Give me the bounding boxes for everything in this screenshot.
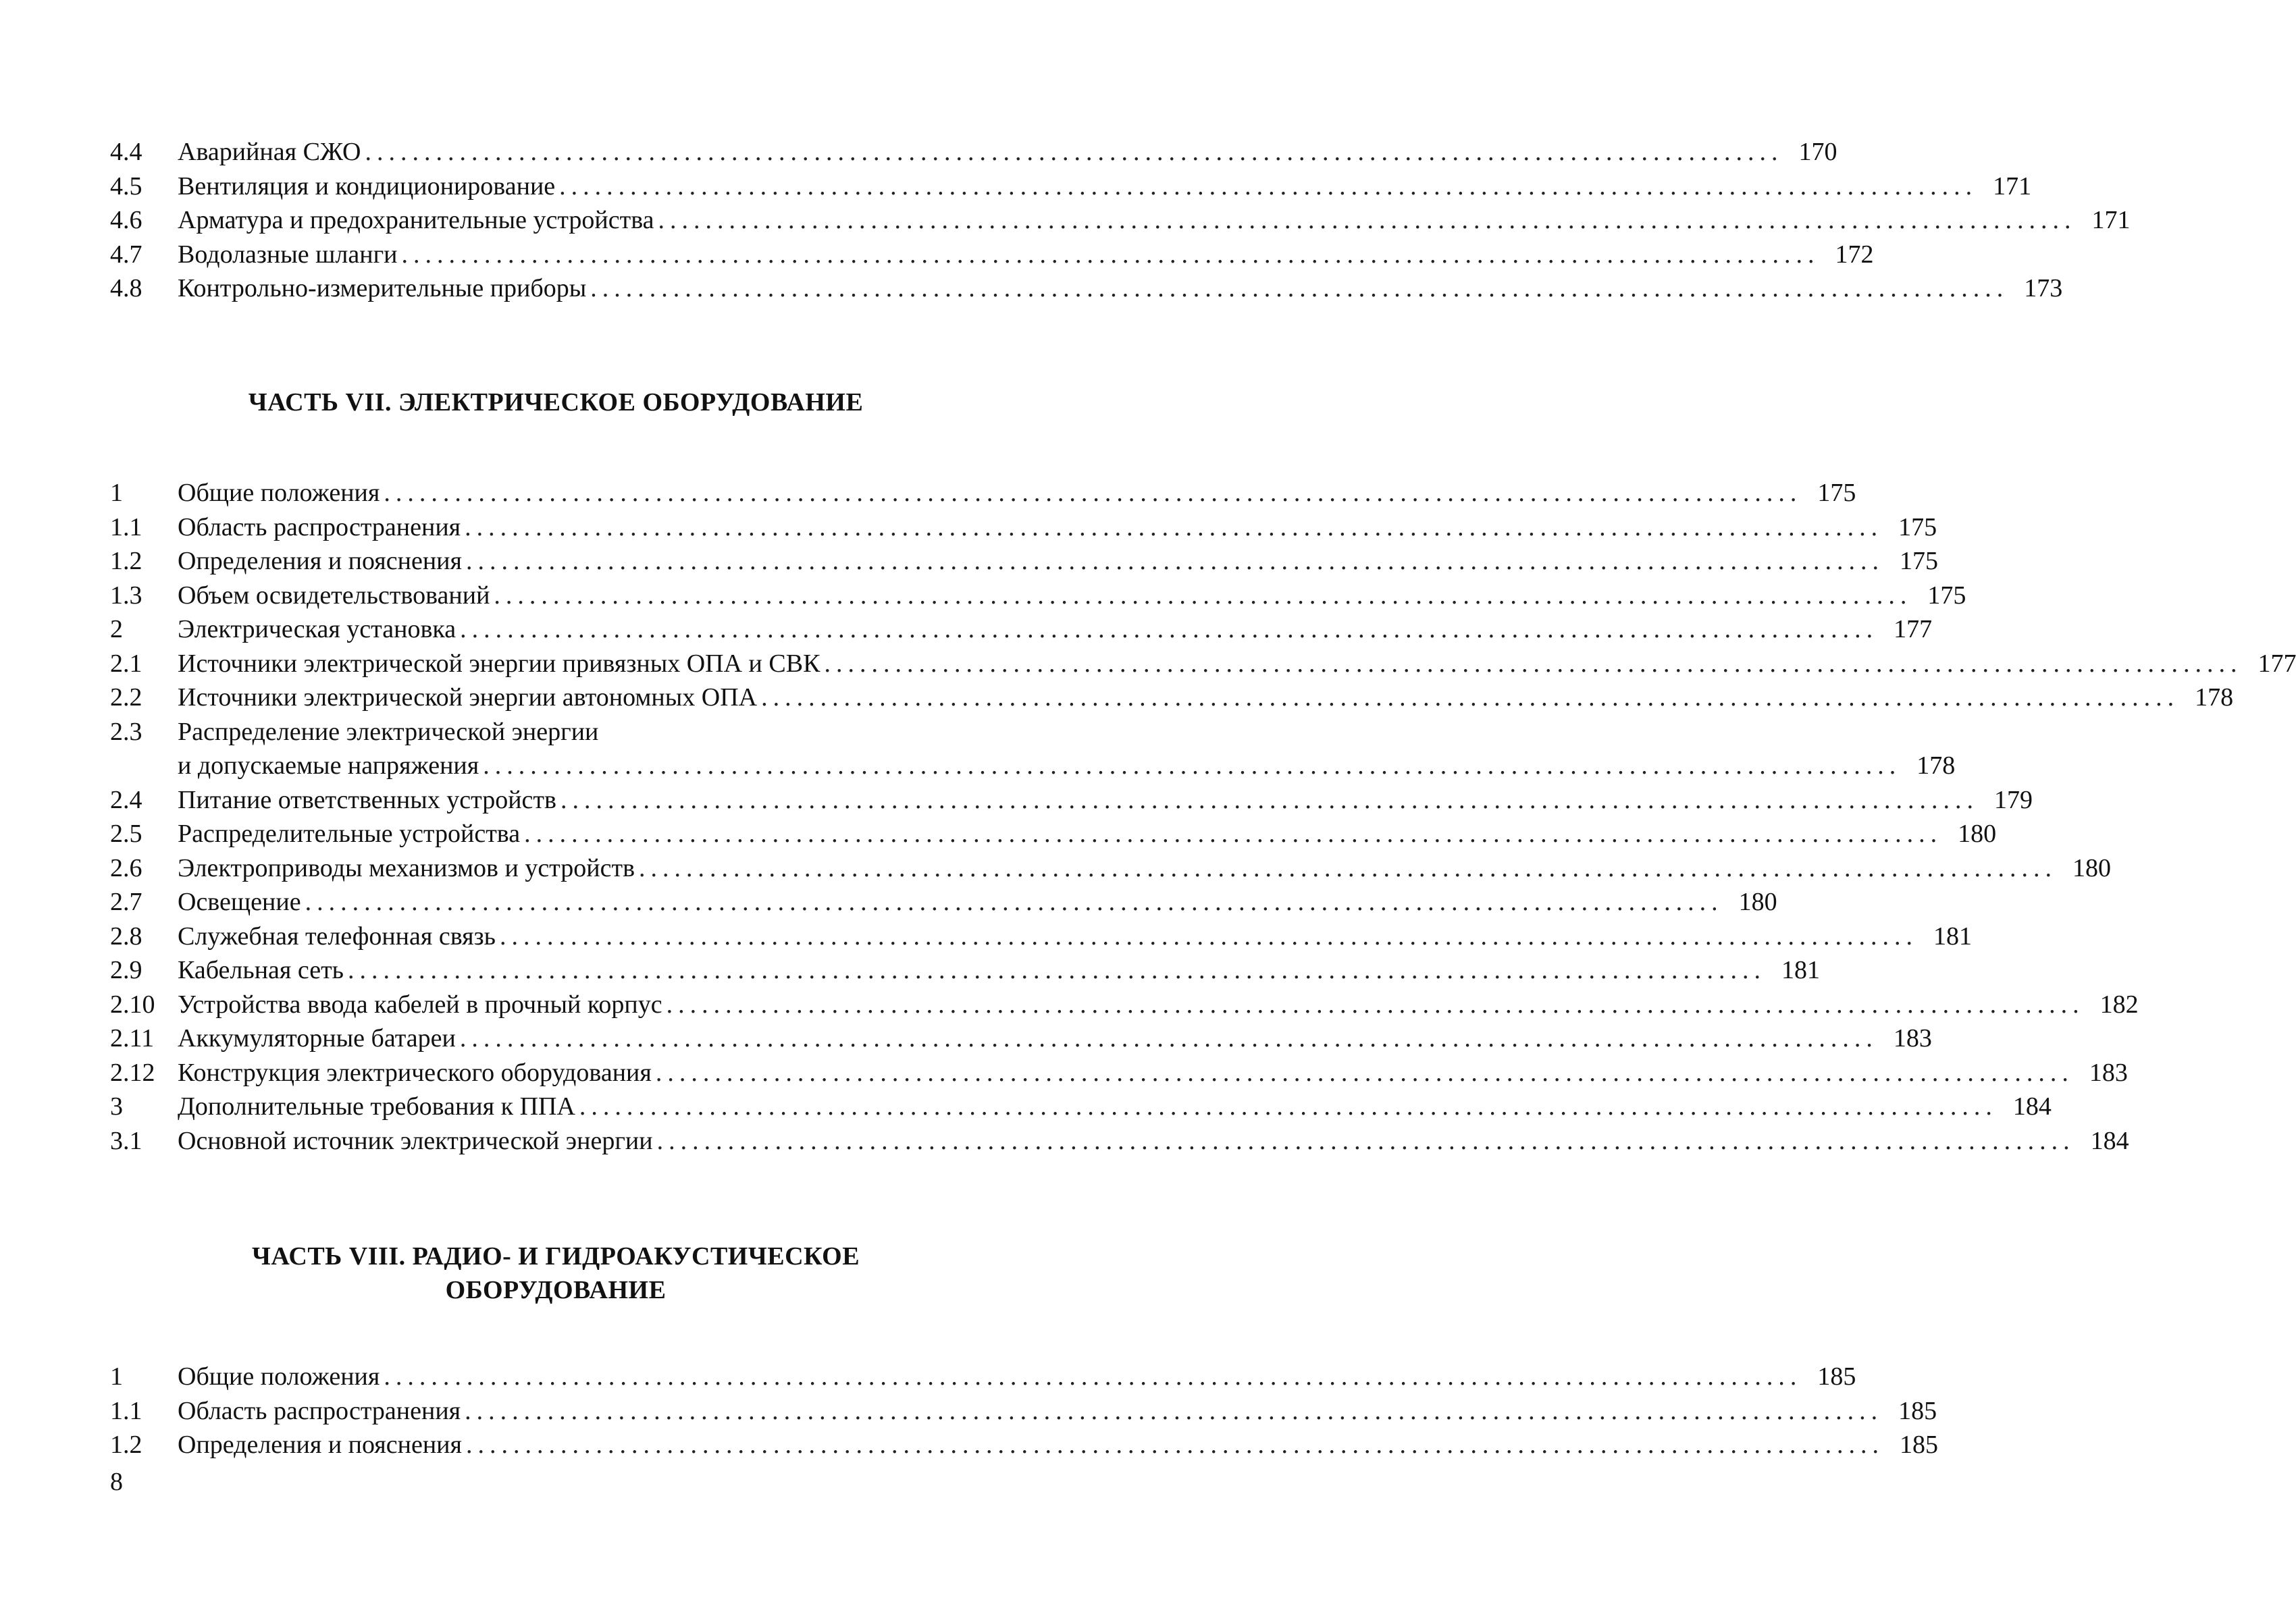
toc-entry-body <box>178 647 2296 681</box>
toc-dot-leader: ........................................................................................................................ <box>656 1126 2075 1155</box>
toc-entry-number: 2.12 <box>110 1058 155 1087</box>
toc-entry <box>110 1021 1932 1056</box>
toc-entry-page: 185 <box>1898 1396 1937 1425</box>
toc-entry-title: Кабельная сеть <box>178 956 344 984</box>
toc-entry-page: 181 <box>1781 956 1821 984</box>
toc-entry-number: 2.11 <box>110 1024 155 1053</box>
toc-entry <box>110 203 2131 238</box>
toc-entry <box>110 544 1938 579</box>
toc-entry-body <box>178 817 1997 851</box>
toc-entry <box>110 1056 2128 1090</box>
toc-entry-body <box>178 271 2063 306</box>
toc-entry-number: 2.5 <box>110 820 142 848</box>
toc-dot-leader: ........................................................................................................................ <box>465 1431 1884 1459</box>
toc-entry-title: Распределительные устройства <box>178 820 521 848</box>
part-7-heading: ЧАСТЬ VII. ЭЛЕКТРИЧЕСКОЕ ОБОРУДОВАНИЕ <box>248 388 864 417</box>
toc-dot-leader: ........................................................................................................................ <box>465 512 1883 541</box>
toc-entry-page: 185 <box>1817 1362 1856 1391</box>
toc-entry-title: Устройства ввода кабелей в прочный корпус <box>178 990 662 1019</box>
toc-entry-title: Аккумуляторные батареи <box>178 1024 456 1053</box>
toc-entry-body <box>178 544 1938 579</box>
toc-dot-leader: ........................................................................................................................ <box>499 922 1918 951</box>
toc-entry-body <box>178 169 2032 204</box>
toc-entry-body <box>178 203 2131 238</box>
toc-entry-body <box>178 1021 1932 1056</box>
part-8-heading-line-2: ОБОРУДОВАНИЕ <box>445 1276 667 1304</box>
toc-entry-body <box>178 715 1006 749</box>
toc-entry-title: Водолазные шланги <box>178 240 398 269</box>
toc-part-8 <box>110 1360 1938 1462</box>
toc-entry-title: Питание ответственных устройств <box>178 785 556 814</box>
toc-dot-leader: ........................................................................................................................ <box>494 581 1912 610</box>
toc-entry <box>110 1394 1937 1429</box>
toc-entry-page: 178 <box>1916 751 1956 780</box>
toc-entry <box>110 851 2112 886</box>
toc-dot-leader: ........................................................................................................................ <box>761 683 2180 712</box>
toc-dot-leader: ........................................................................................................................ <box>560 785 1979 814</box>
toc-entry-number: 4.5 <box>110 171 142 201</box>
toc-section-top <box>110 135 2131 306</box>
toc-entry <box>110 579 1966 613</box>
toc-entry-title: Общие положения <box>178 1362 380 1391</box>
toc-entry-number: 2.6 <box>110 853 142 882</box>
toc-entry-body <box>178 579 1966 613</box>
toc-entry-number: 2.9 <box>110 956 142 984</box>
toc-dot-leader: ........................................................................................................................ <box>639 853 2058 882</box>
toc-entry-body <box>178 238 1874 272</box>
toc-entry-number: 4.8 <box>110 274 142 302</box>
toc-dot-leader: ........................................................................................................................ <box>401 240 1820 269</box>
toc-dot-leader: ........................................................................................................................ <box>658 206 2077 234</box>
toc-entry-title: Основной источник электрической энергии <box>178 1126 653 1155</box>
toc-dot-leader: ........................................................................................................................ <box>590 274 2009 302</box>
toc-entry-title: Контрольно-измерительные приборы <box>178 274 587 302</box>
toc-entry <box>110 885 1777 920</box>
toc-entry-number: 2.1 <box>110 649 142 678</box>
toc-entry-number: 3 <box>110 1092 123 1121</box>
toc-entry <box>110 238 1874 272</box>
toc-entry-body <box>178 749 1956 783</box>
toc-dot-leader: ........................................................................................................................ <box>348 956 1767 984</box>
toc-entry-page: 183 <box>2089 1058 2128 1087</box>
toc-entry-number: 1 <box>110 479 123 507</box>
toc-entry-body <box>178 953 1821 988</box>
toc-entry-body <box>178 783 2033 818</box>
toc-entry-body <box>178 920 1972 954</box>
toc-entry-body <box>178 612 1933 647</box>
toc-entry-page: 175 <box>1927 581 1966 610</box>
toc-entry-title: Аварийная СЖО <box>178 138 361 166</box>
toc-entry-page: 175 <box>1898 512 1937 541</box>
toc-entry-number: 1.1 <box>110 512 142 541</box>
toc-entry-number: 1.3 <box>110 581 142 610</box>
toc-entry-page: 180 <box>1958 820 1997 848</box>
toc-entry-body <box>178 510 1937 545</box>
toc-entry-title: Распределение электрической энергии <box>178 717 599 746</box>
toc-entry-page: 180 <box>2072 853 2112 882</box>
toc-dot-leader: ........................................................................................................................ <box>824 649 2243 678</box>
toc-entry <box>110 749 1956 783</box>
toc-entry <box>110 271 2063 306</box>
toc-dot-leader: ........................................................................................................................ <box>465 1396 1883 1425</box>
toc-entry-page: 182 <box>2099 990 2139 1019</box>
toc-entry-page: 175 <box>1817 479 1856 507</box>
toc-entry-number: 2.7 <box>110 888 142 916</box>
toc-entry-page: 181 <box>1933 922 1972 951</box>
toc-dot-leader: ........................................................................................................................ <box>459 1024 1878 1053</box>
toc-entry-title: Объем освидетельствований <box>178 581 490 610</box>
toc-entry-number: 4.4 <box>110 138 142 166</box>
toc-entry <box>110 715 1006 749</box>
toc-entry-title: Служебная телефонная связь <box>178 922 496 951</box>
toc-entry-number: 2.4 <box>110 785 142 814</box>
toc-entry-title: Область распространения <box>178 512 461 541</box>
toc-entry-number: 1.2 <box>110 547 142 575</box>
toc-entry-number: 2.2 <box>110 683 142 712</box>
toc-entry-page: 173 <box>2024 274 2063 302</box>
toc-entry-title: Определения и пояснения <box>178 547 462 575</box>
toc-entry-number: 1.2 <box>110 1431 142 1459</box>
toc-entry-page: 178 <box>2195 683 2234 712</box>
toc-entry-page: 175 <box>1899 547 1938 575</box>
toc-entry-page: 177 <box>1894 615 1933 643</box>
toc-entry-number: 4.7 <box>110 240 142 269</box>
toc-entry-number: 4.6 <box>110 206 142 234</box>
part-8-heading-line-1: ЧАСТЬ VIII. РАДИО- И ГИДРОАКУСТИЧЕСКОЕ <box>251 1242 860 1271</box>
toc-entry-title: Вентиляция и кондиционирование <box>178 171 556 201</box>
toc-dot-leader: ........................................................................................................................ <box>460 615 1879 643</box>
toc-entry <box>110 510 1937 545</box>
toc-entry-page: 183 <box>1893 1024 1932 1053</box>
toc-dot-leader: ........................................................................................................................ <box>305 888 1723 916</box>
toc-entry-number: 1 <box>110 1362 123 1391</box>
toc-entry <box>110 1360 1856 1394</box>
toc-entry-title: Конструкция электрического оборудования <box>178 1058 652 1087</box>
toc-entry-page: 184 <box>2012 1092 2052 1121</box>
toc-entry-page: 170 <box>1798 138 1837 166</box>
toc-dot-leader: ........................................................................................................................ <box>384 1362 1802 1391</box>
toc-entry-page: 180 <box>1738 888 1777 916</box>
toc-entry-title: Общие положения <box>178 479 380 507</box>
toc-dot-leader: ........................................................................................................................ <box>579 1092 1998 1121</box>
toc-entry-body <box>178 1394 1937 1429</box>
toc-entry-title: Электрическая установка <box>178 615 456 643</box>
toc-dot-leader: ........................................................................................................................ <box>465 547 1884 575</box>
toc-entry-page: 185 <box>1899 1431 1938 1459</box>
toc-entry-body <box>178 988 2139 1022</box>
toc-entry-body <box>178 1056 2128 1090</box>
toc-entry-page: 179 <box>1993 785 2033 814</box>
toc-entry-number: 2 <box>110 615 123 643</box>
page-number: 8 <box>110 1468 123 1496</box>
toc-entry-title: Электроприводы механизмов и устройств <box>178 853 635 882</box>
toc-entry <box>110 817 1997 851</box>
toc-dot-leader: ........................................................................................................................ <box>365 138 1783 166</box>
toc-entry <box>110 612 1933 647</box>
toc-entry-page: 171 <box>1993 171 2032 201</box>
toc-entry <box>110 169 2032 204</box>
toc-entry-title: Источники электрической энергии автономных ОПА <box>178 683 758 712</box>
toc-entry <box>110 681 2234 715</box>
toc-entry-body <box>178 476 1856 510</box>
toc-entry-body <box>178 1360 1856 1394</box>
toc-entry-body <box>178 681 2234 715</box>
toc-entry-number: 3.1 <box>110 1126 142 1155</box>
toc-entry-title: Арматура и предохранительные устройства <box>178 206 654 234</box>
toc-entry-body <box>178 851 2112 886</box>
toc-entry-body <box>178 885 1777 920</box>
toc-entry-page: 177 <box>2258 649 2296 678</box>
toc-entry <box>110 1124 2129 1158</box>
toc-entry-body <box>178 135 1837 169</box>
toc-dot-leader: ........................................................................................................................ <box>655 1058 2074 1087</box>
toc-dot-leader: ........................................................................................................................ <box>559 171 1978 201</box>
toc-entry <box>110 953 1821 988</box>
toc-entry-number: 1.1 <box>110 1396 142 1425</box>
toc-entry <box>110 920 1972 954</box>
toc-dot-leader: ........................................................................................................................ <box>666 990 2085 1019</box>
toc-entry <box>110 476 1856 510</box>
toc-entry-number: 2.10 <box>110 990 155 1019</box>
toc-entry-title: Источники электрической энергии привязных ОПА и СВК <box>178 649 820 678</box>
toc-part-7 <box>110 476 2296 1158</box>
toc-entry-page: 184 <box>2090 1126 2129 1155</box>
toc-entry-body <box>178 1428 1938 1462</box>
toc-entry-body <box>178 1090 2052 1124</box>
toc-entry <box>110 1090 2052 1124</box>
toc-entry <box>110 988 2139 1022</box>
toc-entry-title: Дополнительные требования к ППА <box>178 1092 575 1121</box>
toc-entry <box>110 783 2033 818</box>
toc-entry-title: и допускаемые напряжения <box>178 751 479 780</box>
toc-entry-title: Область распространения <box>178 1396 461 1425</box>
toc-entry-body <box>178 1124 2129 1158</box>
toc-dot-leader: ........................................................................................................................ <box>483 751 1902 780</box>
toc-dot-leader: ........................................................................................................................ <box>524 820 1943 848</box>
toc-entry-number: 2.3 <box>110 717 142 746</box>
toc-entry-title: Освещение <box>178 888 301 916</box>
toc-entry-number: 2.8 <box>110 922 142 951</box>
toc-entry <box>110 1428 1938 1462</box>
toc-entry-page: 172 <box>1835 240 1874 269</box>
toc-entry-page: 171 <box>2091 206 2131 234</box>
toc-entry-title: Определения и пояснения <box>178 1431 462 1459</box>
toc-entry <box>110 135 1837 169</box>
toc-dot-leader: ........................................................................................................................ <box>384 479 1802 507</box>
toc-entry <box>110 647 2296 681</box>
